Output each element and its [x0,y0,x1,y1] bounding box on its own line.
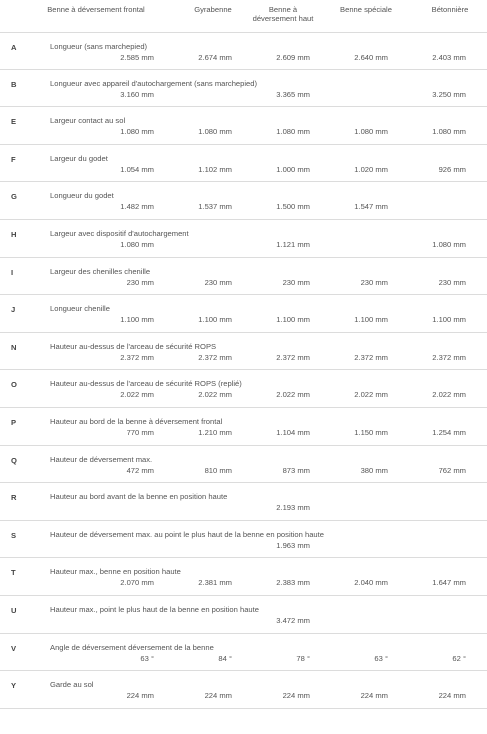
cell-value: 2.372 mm [354,352,388,362]
cell-value: 2.381 mm [198,578,232,588]
cell-value: 2.193 mm [276,503,310,513]
row-letter: I [11,267,14,277]
cell-value: 770 mm [126,427,154,437]
row-label: Hauteur de déversement max. [50,454,153,464]
cell-value: 1.080 mm [198,127,232,137]
table-row [0,483,487,521]
cell-value: 1.150 mm [354,427,388,437]
row-label: Longueur (sans marchepied) [50,42,148,51]
cell-value: 84 ° [218,653,232,663]
table-row [0,521,487,559]
row-label: Hauteur au-dessus de l'arceau de sécurité ROPS [50,341,217,351]
cell-value: 1.100 mm [354,315,388,325]
cell-value: 230 mm [282,277,310,287]
cell-value: 2.585 mm [120,53,154,62]
table-row [0,295,487,333]
cell-value: 224 mm [126,691,154,701]
row-letter: A [11,43,17,52]
cell-value: 1.100 mm [276,315,310,325]
table-row [0,107,487,145]
table-row [0,446,487,484]
cell-value: 2.383 mm [276,578,310,588]
cell-value: 2.070 mm [120,578,154,588]
cell-value: 224 mm [438,691,466,701]
row-letter: N [11,342,17,352]
cell-value: 2.040 mm [354,578,388,588]
cell-value: 224 mm [360,691,388,701]
cell-value: 1.080 mm [432,127,466,137]
row-letter: R [11,493,17,503]
col-header-gyrabenne: Gyrabenne [194,5,232,14]
table-row [0,370,487,408]
table-header [0,0,487,32]
cell-value: 1.100 mm [198,315,232,325]
row-label: Hauteur au bord avant de la benne en position haute [50,492,228,502]
table-row [0,333,487,371]
table-row [0,258,487,296]
col-header-benne-speciale: Benne spéciale [340,5,392,14]
cell-value: 472 mm [126,465,154,475]
cell-value: 1.080 mm [354,127,388,137]
row-letter: F [11,154,16,164]
cell-value: 2.372 mm [198,352,232,362]
row-label: Largeur des chenilles chenille [50,266,151,276]
table-row [0,70,487,108]
cell-value: 230 mm [438,277,466,287]
cell-value: 3.160 mm [120,89,154,99]
cell-value: 1.647 mm [432,578,466,588]
row-label: Hauteur max., point le plus haut de la benne en position haute [50,604,259,614]
cell-value: 2.372 mm [120,352,154,362]
cell-value: 926 mm [438,164,466,174]
cell-value: 1.100 mm [120,315,154,325]
table-row [0,145,487,183]
cell-value: 3.365 mm [276,89,310,99]
cell-value: 2.372 mm [276,352,310,362]
table-row [0,671,487,709]
cell-value: 1.500 mm [276,202,310,212]
row-label: Longueur avec appareil d'autochargement (sans marchepied) [50,78,258,88]
cell-value: 2.403 mm [432,53,466,62]
col-header-betonniere: Bétonnière [431,5,469,14]
cell-value: 62 ° [452,653,466,663]
row-letter: E [11,117,17,127]
row-letter: S [11,530,17,540]
row-letter: O [11,380,17,390]
cell-value: 380 mm [360,465,388,475]
table-row [0,634,487,672]
row-label: Longueur du godet [50,191,114,201]
row-letter: T [11,568,16,578]
col-header-benne-frontal: Benne à déversement frontal [47,5,145,14]
cell-value: 1.104 mm [276,427,310,437]
cell-value: 1.537 mm [198,202,232,212]
cell-value: 1.080 mm [432,239,466,249]
cell-value: 1.210 mm [198,427,232,437]
row-letter: V [11,643,17,653]
row-letter: U [11,605,17,615]
cell-value: 1.254 mm [432,427,466,437]
row-label: Angle de déversement déversement de la benne [50,642,214,652]
row-label: Hauteur max., benne en position haute [50,567,181,577]
cell-value: 1.080 mm [276,127,310,137]
cell-value: 1.020 mm [354,164,388,174]
cell-value: 2.640 mm [354,53,388,62]
cell-value: 762 mm [438,465,466,475]
cell-value: 2.674 mm [198,53,232,62]
cell-value: 810 mm [204,465,232,475]
cell-value: 1.482 mm [120,202,154,212]
table-row [0,182,487,220]
row-label: Largeur avec dispositif d'autochargement [50,228,189,238]
cell-value: 3.250 mm [432,89,466,99]
table-row [0,558,487,596]
row-letter: H [11,229,17,239]
cell-value: 230 mm [126,277,154,287]
cell-value: 873 mm [282,465,310,475]
row-letter: B [11,79,17,89]
cell-value: 2.022 mm [120,390,154,400]
cell-value: 1.000 mm [276,164,310,174]
cell-value: 2.022 mm [276,390,310,400]
cell-value: 1.080 mm [120,127,154,137]
row-letter: P [11,417,17,427]
cell-value: 224 mm [204,691,232,701]
cell-value: 2.022 mm [354,390,388,400]
cell-value: 63 ° [374,653,388,663]
row-label: Largeur du godet [50,153,108,163]
cell-value: 230 mm [360,277,388,287]
table-row [0,596,487,634]
cell-value: 1.547 mm [354,202,388,212]
row-letter: J [11,305,16,315]
cell-value: 1.963 mm [276,540,310,550]
row-label: Longueur chenille [50,304,110,314]
cell-value: 230 mm [204,277,232,287]
cell-value: 1.054 mm [120,164,154,174]
cell-value: 2.022 mm [432,390,466,400]
cell-value: 2.609 mm [276,53,310,62]
cell-value: 1.102 mm [198,164,232,174]
cell-value: 78 ° [296,653,310,663]
cell-value: 2.022 mm [198,390,232,400]
row-label: Largeur contact au sol [50,116,126,126]
row-label: Garde au sol [50,680,94,690]
cell-value: 224 mm [282,691,310,701]
row-letter: Q [11,455,17,465]
cell-value: 3.472 mm [276,615,310,625]
row-label: Hauteur de déversement max. au point le plus haut de la benne en position haute [50,529,324,539]
table-row [0,220,487,258]
cell-value: 63 ° [140,653,154,663]
row-label: Hauteur au bord de la benne à déversement frontal [50,416,223,426]
row-label: Hauteur au-dessus de l'arceau de sécurité ROPS (replié) [50,379,242,389]
cell-value: 1.080 mm [120,239,154,249]
cell-value: 1.100 mm [432,315,466,325]
col-header-benne-haut: Benne à déversement haut [252,5,314,23]
table-row [0,32,487,70]
table-row [0,408,487,446]
cell-value: 1.121 mm [276,239,310,249]
row-letter: G [11,192,17,202]
table-body [0,32,487,709]
row-letter: Y [11,681,17,691]
cell-value: 2.372 mm [432,352,466,362]
